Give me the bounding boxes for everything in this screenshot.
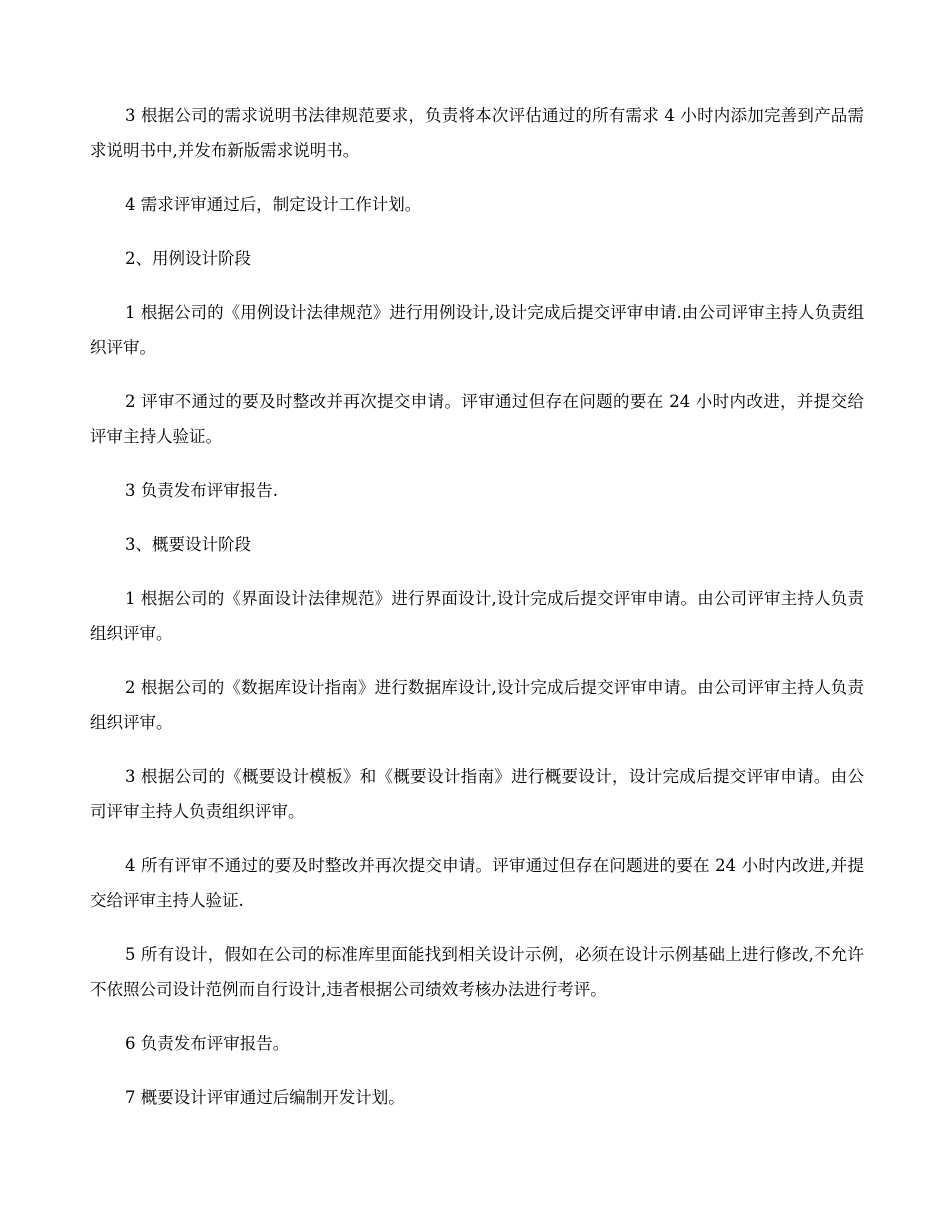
paragraph-standard-library-design: 5 所有设计，假如在公司的标准库里面能找到相关设计示例，必须在设计示例基础上进行修改,不允许不依照公司设计范例而自行设计,违者根据公司绩效考核办法进行考评。 — [90, 945, 864, 999]
paragraph-publish-report: 3 负责发布评审报告. — [125, 481, 278, 500]
paragraph-database-design: 2 根据公司的《数据库设计指南》进行数据库设计,设计完成后提交评审申请。由公司评审主持人负责组织评审。 — [90, 678, 864, 732]
paragraph-outline-design: 3 根据公司的《概要设计模板》和《概要设计指南》进行概要设计，设计完成后提交评审申请。由公司评审主持人负责组织评审。 — [90, 767, 864, 821]
paragraph-publish-review-report: 6 负责发布评审报告。 — [125, 1034, 290, 1053]
paragraph-all-reviews-rectification: 4 所有评审不通过的要及时整改并再次提交申请。评审通过但存在问题进的要在 24 小时内改进,并提交给评审主持人验证. — [90, 856, 864, 910]
section-heading-outline-design: 3、概要设计阶段 — [125, 535, 251, 554]
paragraph-requirements-update: 3 根据公司的需求说明书法律规范要求，负责将本次评估通过的所有需求 4 小时内添加完善到产品需求说明书中,并发布新版需求说明书。 — [90, 106, 864, 160]
section-heading-use-case-design: 2、用例设计阶段 — [125, 249, 251, 268]
paragraph-review-rectification: 2 评审不通过的要及时整改并再次提交申请。评审通过但存在问题的要在 24 小时内改进，并提交给评审主持人验证。 — [90, 392, 864, 446]
paragraph-design-plan: 4 需求评审通过后，制定设计工作计划。 — [125, 195, 422, 214]
paragraph-interface-design: 1 根据公司的《界面设计法律规范》进行界面设计,设计完成后提交评审申请。由公司评审主持人负责组织评审。 — [90, 589, 864, 643]
paragraph-development-plan: 7 概要设计评审通过后编制开发计划。 — [125, 1088, 405, 1107]
paragraph-use-case-design: 1 根据公司的《用例设计法律规范》进行用例设计,设计完成后提交评审申请.由公司评审主持人负责组织评审。 — [90, 303, 864, 357]
